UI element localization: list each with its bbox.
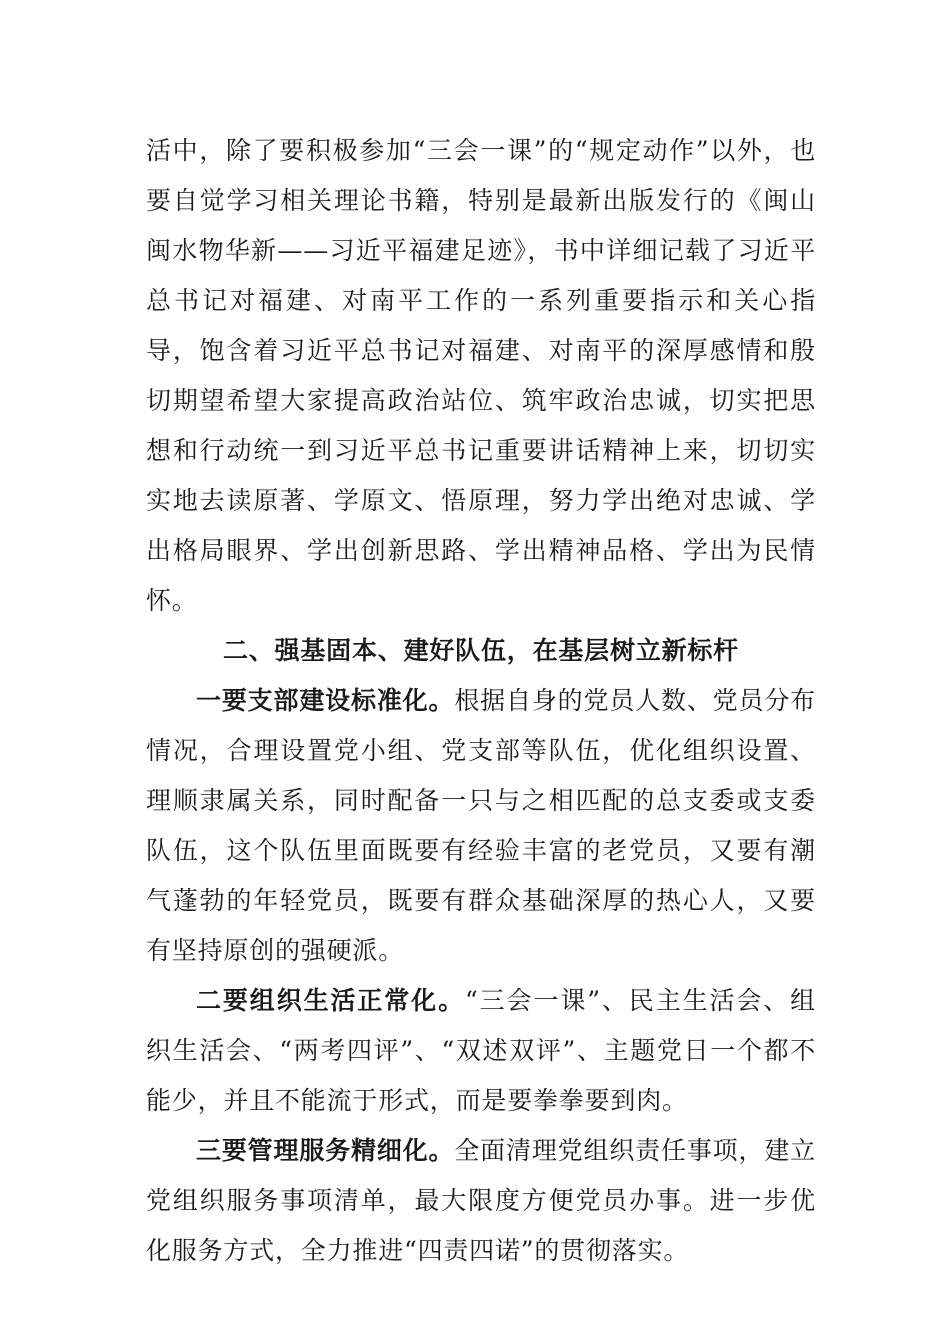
paragraph-continued: 活中，除了要积极参加“三会一课”的“规定动作”以外，也要自觉学习相关理论书籍，特别是最新出版发行的《闽山闽水物华新——习近平福建足迹》，书中详细记载了习近平总书记对福建、对南平工作的一系列重要指示和关心指导，饱含着习近平总书记对福建、对南平的深厚感情和殷切期望希望大家提高政治站位、筑牢政治忠诚，切实把思想和行动统一到习近平总书记重要讲话精神上来，切切实实地去读原著、学原文、悟原理，努力学出绝对忠诚、学出格局眼界、学出创新思路、学出精神品格、学出为民情怀。 [146, 136, 816, 615]
item-paragraph-2 [146, 976, 816, 1126]
item-body-1: 根据自身的党员人数、党员分布情况，合理设置党小组、党支部等队伍，优化组织设置、理顺隶属关系，同时配备一只与之相匹配的总支委或支委队伍，这个队伍里面既要有经验丰富的老党员，又要有潮气蓬勃的年轻党员，既要有群众基础深厚的热心人，又要有坚持原创的强硬派。 [146, 686, 816, 965]
item-body-2: “三会一课”、民主生活会、组织生活会、“两考四评”、“双述双评”、主题党日一个都不能少，并且不能流于形式，而是要拳拳要到肉。 [146, 986, 816, 1115]
item-body-3: 全面清理党组织责任事项，建立党组织服务事项清单，最大限度方便党员办事。进一步优化服务方式，全力推进“四责四诺”的贯彻落实。 [146, 1136, 816, 1265]
document-body [146, 126, 816, 1276]
item-lead-2: 二要组织生活正常化。 [196, 986, 465, 1015]
item-lead-3: 三要管理服务精细化。 [196, 1136, 455, 1165]
item-lead-1: 一要支部建设标准化。 [196, 686, 455, 715]
item-paragraph-1 [146, 676, 816, 976]
item-paragraph-3 [146, 1126, 816, 1276]
section-heading: 二、强基固本、建好队伍，在基层树立新标杆 [222, 636, 739, 665]
